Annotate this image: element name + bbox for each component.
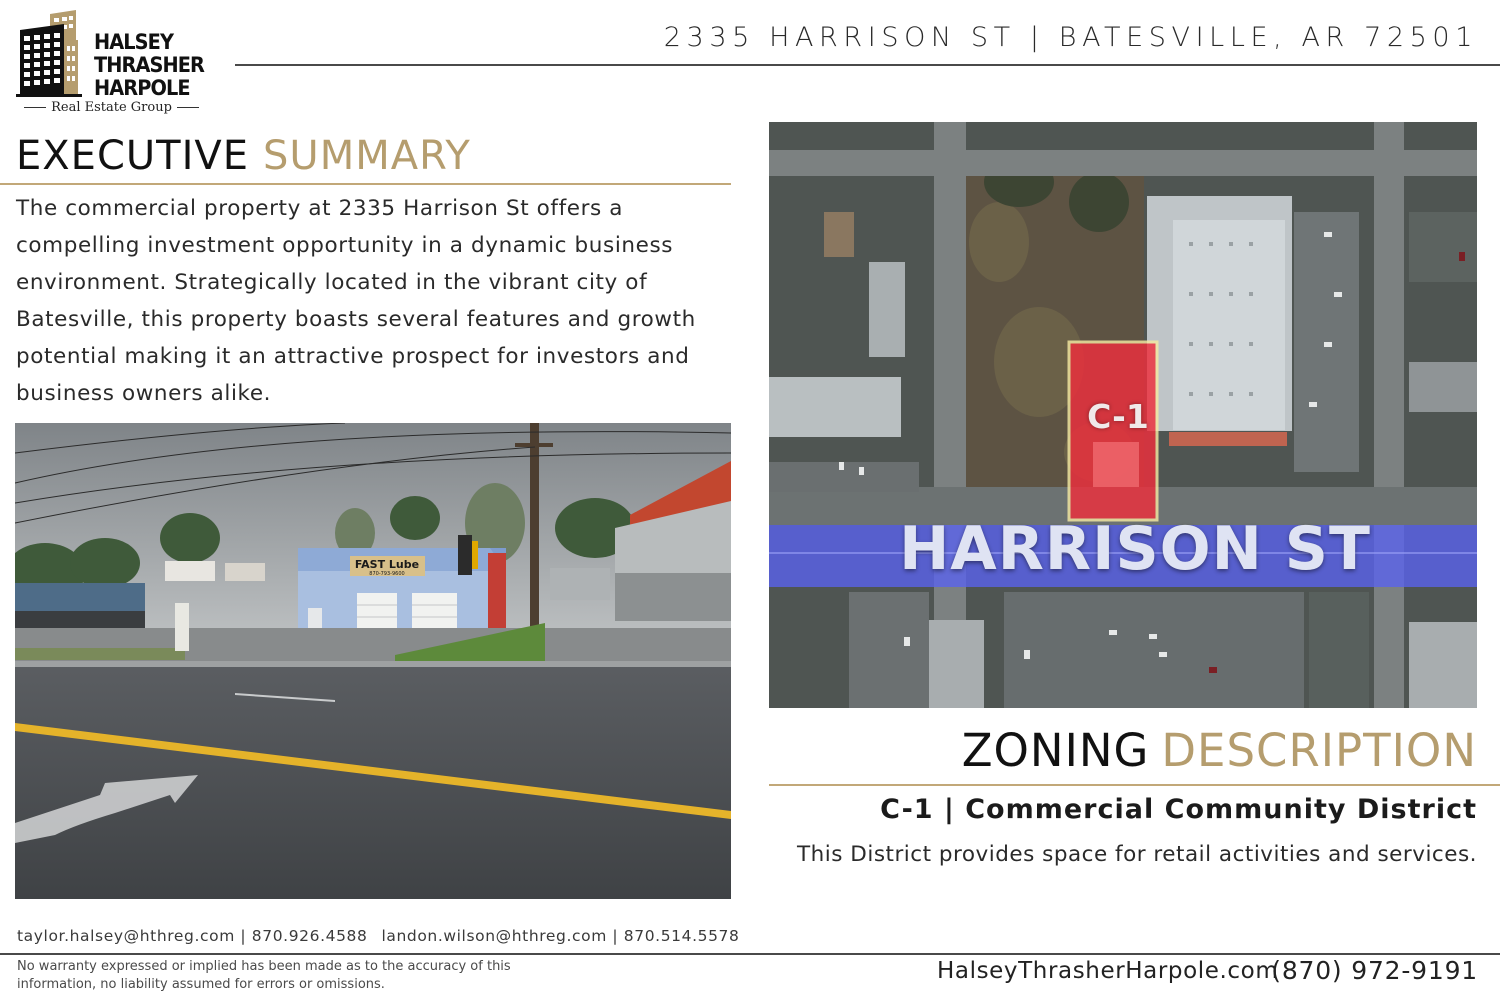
shop-sign-name: FAST Lube — [354, 558, 420, 571]
property-address: 2335 HARRISON ST | BATESVILLE, AR 72501 — [663, 22, 1478, 53]
title-word-description: DESCRIPTION — [1161, 724, 1477, 777]
header-divider — [235, 64, 1500, 66]
logo-word-halsey: HALSEY — [94, 30, 174, 54]
website-link[interactable]: HalseyThrasherHarpole.com — [937, 958, 1279, 984]
contact-email-taylor[interactable]: taylor.halsey@hthreg.com — [17, 927, 235, 945]
executive-summary-divider — [0, 183, 731, 185]
company-logo — [14, 10, 214, 120]
executive-summary-body: The commercial property at 2335 Harrison St offers a compelling investment opportunity in a dynamic business environment. Strategically located in the vibrant city of Batesville, this property boasts several features and growth potential making it an attractive prospect for investors and business owners alike. — [16, 196, 696, 406]
footer-divider — [0, 953, 1500, 955]
logo-tagline: Real Estate Group — [51, 100, 172, 115]
title-word-executive: EXECUTIVE — [16, 133, 250, 179]
contact-line: taylor.halsey@hthreg.com | 870.926.4588 landon.wilson@hthreg.com | 870.514.5578 — [17, 927, 740, 945]
office-phone[interactable]: (870) 972-9191 — [1271, 956, 1478, 985]
zoning-code: C-1 | Commercial Community District — [880, 794, 1477, 825]
zoning-description-text: This District provides space for retail activities and services. — [797, 842, 1477, 867]
zoning-description-title — [962, 724, 1477, 777]
aerial-site-map — [769, 122, 1477, 708]
property-street-photo — [15, 423, 731, 899]
street-label: HARRISON ST — [899, 514, 1371, 584]
divider — [177, 107, 199, 108]
zoning-divider — [769, 784, 1500, 786]
executive-summary-title — [16, 133, 471, 179]
shop-sign-phone: 870-793-9600 — [369, 571, 405, 577]
contact-phone-landon[interactable]: 870.514.5578 — [623, 927, 740, 945]
contact-phone-taylor[interactable]: 870.926.4588 — [251, 927, 368, 945]
logo-tagline-row — [24, 100, 199, 115]
divider — [24, 107, 46, 108]
logo-word-harpole: HARPOLE — [94, 76, 190, 100]
title-word-zoning: ZONING — [961, 724, 1150, 777]
zone-label: C-1 — [1087, 397, 1149, 436]
legal-disclaimer: No warranty expressed or implied has been made as to the accuracy of this information, no liability assumed for errors or omissions. — [17, 959, 511, 992]
building-icon — [16, 10, 94, 100]
title-word-summary: SUMMARY — [263, 133, 471, 179]
contact-email-landon[interactable]: landon.wilson@hthreg.com — [381, 927, 607, 945]
logo-word-thrasher: THRASHER — [94, 53, 204, 77]
